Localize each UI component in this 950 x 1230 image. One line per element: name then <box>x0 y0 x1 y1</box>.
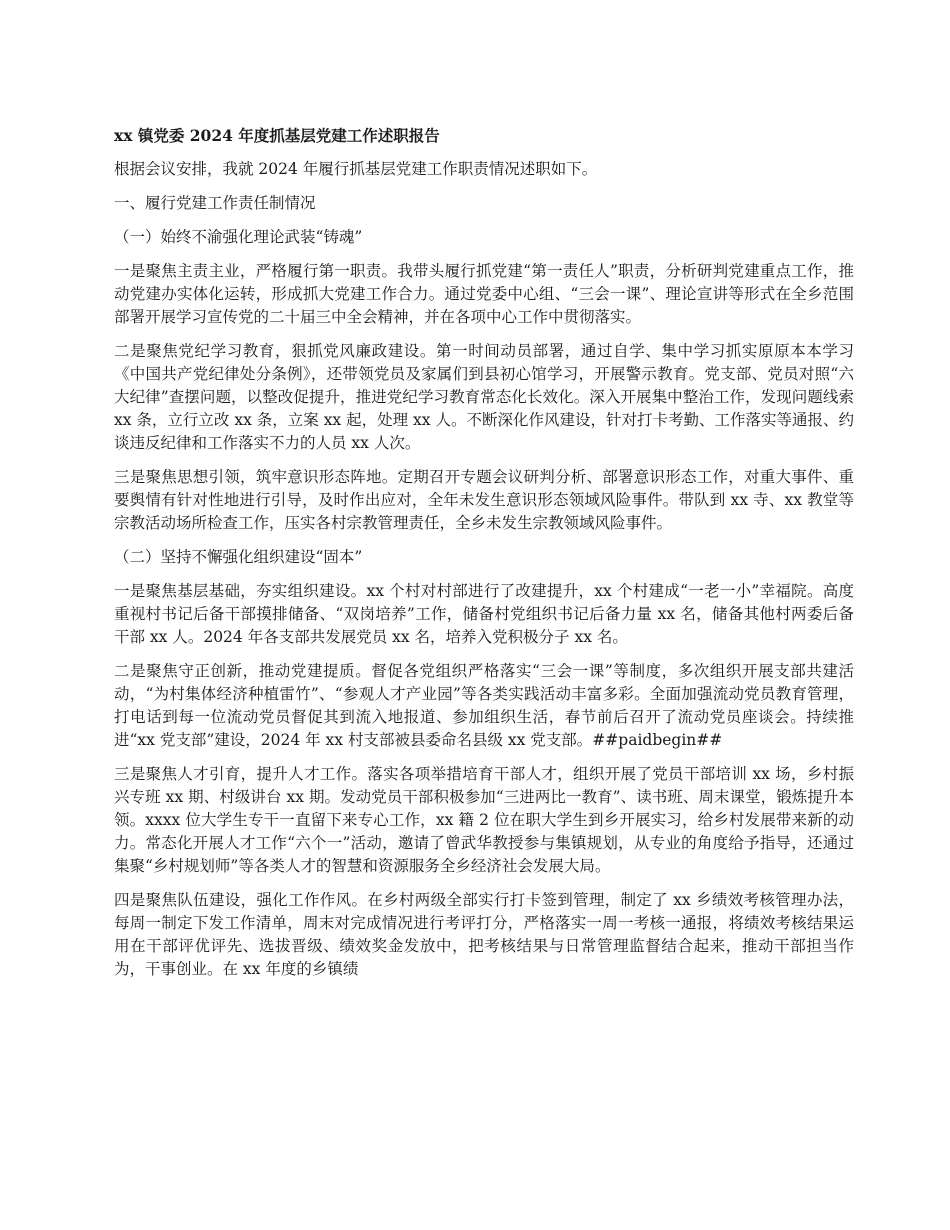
intro-paragraph: 根据会议安排，我就 2024 年履行抓基层党建工作职责情况述职如下。 <box>114 160 598 178</box>
paragraph-5: 二是聚焦守正创新，推动党建提质。督促各党组织严格落实“三会一课”等制度，多次组织开展支部共建活动，“为村集体经济种植雷竹”、“参观人才产业园”等各类实践活动丰富多彩。全面加强流动党员教育管理，打电话到每一位流动党员督促其到流入地报道、参加组织生活，春节前后召开了流动党员座谈会。持续推进“xx 党支部”建设，2024 年 xx 村支部被县委命名县级 xx 党支部。##paidbegin## <box>114 662 854 749</box>
document-title: xx 镇党委 2024 年度抓基层党建工作述职报告 <box>114 126 440 145</box>
paragraph-1: 一是聚焦主责主业，严格履行第一职责。我带头履行抓党建“第一责任人”职责，分析研判党建重点工作，推动党建办实体化运转，形成抓大党建工作合力。通过党委中心组、“三会一课”、理论宣讲等形式在全乡范围部署开展学习宣传党的二十届三中全会精神，并在各项中心工作中贯彻落实。 <box>114 262 854 326</box>
paragraph-2: 二是聚焦党纪学习教育，狠抓党风廉政建设。第一时间动员部署，通过自学、集中学习抓实原原本本学习《中国共产党纪律处分条例》，还带领党员及家属们到县初心馆学习，开展警示教育。党支部、党员对照“六大纪律”查摆问题，以整改促提升，推进党纪学习教育常态化长效化。深入开展集中整治工作，发现问题线索 xx 条，立行立改 xx 条，立案 xx 起，处理 xx 人。不断深化作风建设，针对打卡考勤、工作落实等通报、约谈违反纪律和工作落实不力的人员 xx 人次。 <box>114 342 854 452</box>
paragraph-3: 三是聚焦思想引领，筑牢意识形态阵地。定期召开专题会议研判分析、部署意识形态工作，对重大事件、重要舆情有针对性地进行引导，及时作出应对，全年未发生意识形态领域风险事件。带队到 xx 寺、xx 教堂等宗教活动场所检查工作，压实各村宗教管理责任，全乡未发生宗教领域风险事件。 <box>114 468 854 532</box>
paragraph-6: 三是聚焦人才引育，提升人才工作。落实各项举措培育干部人才，组织开展了党员干部培训 xx 场，乡村振兴专班 xx 期、村级讲台 xx 期。发动党员干部积极参加“三进两比一教育”、读书班、周末课堂，锻炼提升本领。xxxx 位大学生专干一直留下来专心工作，xx 籍 2 位在职大学生到乡开展实习，给乡村发展带来新的动力。常态化开展人才工作“六个一”活动，邀请了曾武华教授参与集镇规划，从专业的角度给予指导，还通过集聚“乡村规划师”等各类人才的智慧和资源服务全乡经济社会发展大局。 <box>114 765 854 875</box>
subsection-heading-1: （一）始终不渝强化理论武装“铸魂” <box>114 228 363 246</box>
section-heading-1: 一、履行党建工作责任制情况 <box>114 194 316 212</box>
paragraph-7: 四是聚焦队伍建设，强化工作作风。在乡村两级全部实行打卡签到管理，制定了 xx 乡绩效考核管理办法，每周一制定下发工作清单，周末对完成情况进行考评打分，严格落实一周一考核一通报，将绩效考核结果运用在干部评优评先、选拔晋级、绩效奖金发放中，把考核结果与日常管理监督结合起来，推动干部担当作为，干事创业。在 xx 年度的乡镇绩 <box>114 891 854 978</box>
paragraph-4: 一是聚焦基层基础，夯实组织建设。xx 个村对村部进行了改建提升，xx 个村建成“一老一小”幸福院。高度重视村书记后备干部摸排储备、“双岗培养”工作，储备村党组织书记后备力量 xx 名，储备其他村两委后备干部 xx 人。2024 年各支部共发展党员 xx 名，培养入党积极分子 xx 名。 <box>114 582 854 646</box>
subsection-heading-2: （二）坚持不懈强化组织建设“固本” <box>114 548 363 566</box>
